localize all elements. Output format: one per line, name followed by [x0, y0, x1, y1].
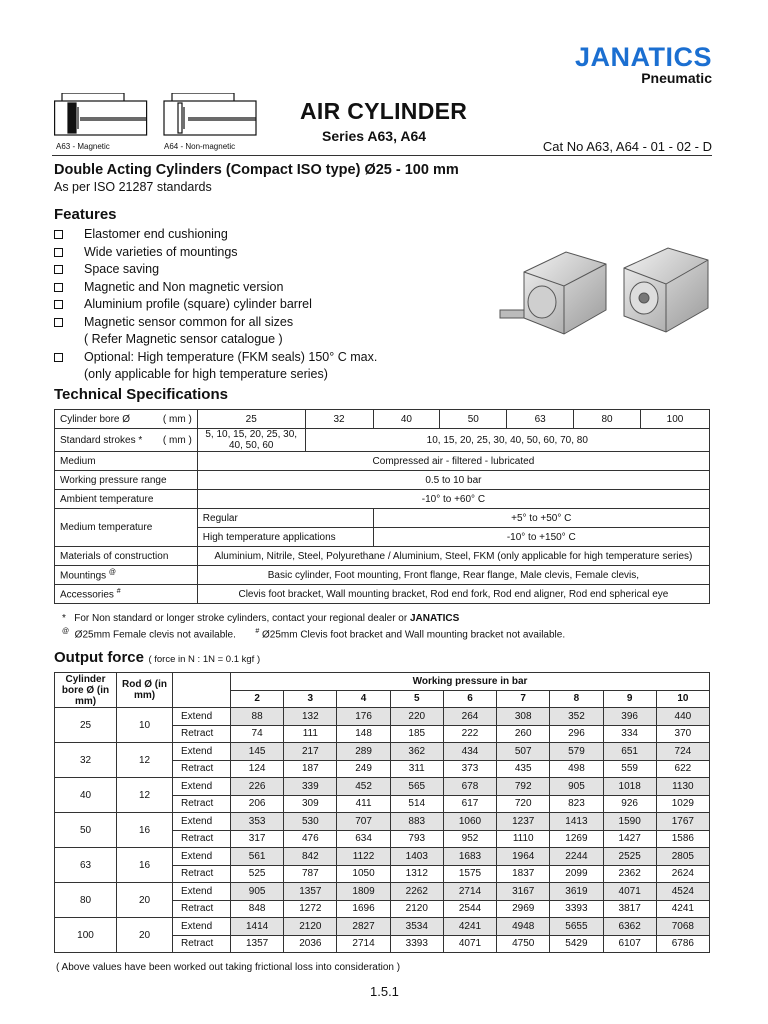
force-value: 308	[497, 708, 550, 726]
note-at: @ Ø25mm Female clevis not available. # Ø25mm Clevis foot bracket and Wall mounting bracket not available.	[62, 628, 566, 641]
brand-name: JANATICS	[574, 42, 712, 72]
force-value: 217	[284, 743, 337, 761]
page-title: AIR CYLINDER	[300, 98, 468, 124]
force-value: 3817	[603, 900, 656, 918]
retract-label: Retract	[173, 865, 231, 883]
force-value: 3393	[390, 935, 443, 953]
force-value: 396	[603, 708, 656, 726]
force-value: 187	[284, 760, 337, 778]
table-row	[55, 918, 710, 936]
force-value: 440	[656, 708, 709, 726]
page-number: 1.5.1	[370, 984, 399, 999]
output-force-heading: Output force ( force in N : 1N = 0.1 kgf )	[54, 649, 261, 666]
force-value: 220	[390, 708, 443, 726]
checkbox-icon	[54, 318, 63, 327]
force-value: 792	[497, 778, 550, 796]
bore-cell: 100	[55, 918, 117, 953]
list-item: Magnetic sensor common for all sizes	[54, 314, 377, 332]
force-value: 206	[231, 795, 284, 813]
table-row: Medium Compressed air - filtered - lubricated	[55, 452, 710, 471]
checkbox-icon	[54, 300, 63, 309]
force-value: 5655	[550, 918, 603, 936]
force-value: 2969	[497, 900, 550, 918]
force-value: 249	[337, 760, 390, 778]
output-force-table	[54, 672, 710, 953]
force-value: 1357	[284, 883, 337, 901]
force-value: 1837	[497, 865, 550, 883]
retract-label: Retract	[173, 725, 231, 743]
force-value: 2036	[284, 935, 337, 953]
force-value: 296	[550, 725, 603, 743]
force-value: 5429	[550, 935, 603, 953]
list-item: Optional: High temperature (FKM seals) 150° C max.	[54, 349, 377, 367]
features-list	[54, 226, 377, 384]
force-value: 411	[337, 795, 390, 813]
output-footnote: ( Above values have been worked out taking frictional loss into consideration )	[56, 962, 401, 973]
force-value: 787	[284, 865, 337, 883]
table-row	[55, 848, 710, 866]
force-value: 720	[497, 795, 550, 813]
force-value: 905	[231, 883, 284, 901]
force-value: 707	[337, 813, 390, 831]
table-row: Standard strokes * ( mm ) 5, 10, 15, 20, 25, 30, 40, 50, 60 10, 15, 20, 25, 30, 40, 50, 60, 70, 80	[55, 429, 710, 452]
symbol-caption-magnetic: A63 - Magnetic	[56, 142, 110, 151]
force-value: 2805	[656, 848, 709, 866]
table-row: Accessories # Clevis foot bracket, Wall mounting bracket, Rod end fork, Rod end aligner, Rod end spherical eye	[55, 585, 710, 604]
force-value: 823	[550, 795, 603, 813]
bore-cell: 63	[55, 848, 117, 883]
force-value: 1809	[337, 883, 390, 901]
force-value: 6362	[603, 918, 656, 936]
force-value: 1110	[497, 830, 550, 848]
force-value: 3167	[497, 883, 550, 901]
checkbox-icon	[54, 248, 63, 257]
retract-label: Retract	[173, 795, 231, 813]
list-item-continued: (only applicable for high temperature series)	[84, 367, 328, 381]
force-value: 3393	[550, 900, 603, 918]
force-value: 317	[231, 830, 284, 848]
force-value: 2362	[603, 865, 656, 883]
bore-cell: 32	[55, 743, 117, 778]
note-star: * For Non standard or longer stroke cylinders, contact your regional dealer or JANATICS	[62, 613, 460, 624]
force-value: 1272	[284, 900, 337, 918]
force-value: 952	[443, 830, 496, 848]
force-value: 2262	[390, 883, 443, 901]
force-value: 724	[656, 743, 709, 761]
tech-spec-heading: Technical Specifications	[54, 386, 228, 403]
list-item: Space saving	[54, 261, 377, 279]
force-value: 111	[284, 725, 337, 743]
force-value: 289	[337, 743, 390, 761]
force-value: 2827	[337, 918, 390, 936]
catalogue-number: Cat No A63, A64 - 01 - 02 - D	[542, 139, 712, 154]
force-value: 622	[656, 760, 709, 778]
force-value: 4071	[443, 935, 496, 953]
force-value: 3619	[550, 883, 603, 901]
rod-cell: 10	[117, 708, 173, 743]
force-value: 1050	[337, 865, 390, 883]
iso-standard: As per ISO 21287 standards	[54, 180, 212, 194]
force-value: 1575	[443, 865, 496, 883]
force-value: 309	[284, 795, 337, 813]
list-item: Aluminium profile (square) cylinder barrel	[54, 296, 377, 314]
extend-label: Extend	[173, 883, 231, 901]
table-row: Medium temperature Regular +5° to +50° C	[55, 509, 710, 528]
table-row: Ambient temperature -10° to +60° C	[55, 490, 710, 509]
force-value: 793	[390, 830, 443, 848]
force-value: 530	[284, 813, 337, 831]
brand-sub: Pneumatic	[641, 70, 712, 86]
bore-cell: 80	[55, 883, 117, 918]
force-value: 1767	[656, 813, 709, 831]
force-value: 678	[443, 778, 496, 796]
list-item: Elastomer end cushioning	[54, 226, 377, 244]
force-value: 498	[550, 760, 603, 778]
bore-cell: 40	[55, 778, 117, 813]
force-value: 260	[497, 725, 550, 743]
force-value: 2714	[443, 883, 496, 901]
force-value: 370	[656, 725, 709, 743]
force-value: 1060	[443, 813, 496, 831]
force-value: 176	[337, 708, 390, 726]
table-row	[55, 743, 710, 761]
force-value: 848	[231, 900, 284, 918]
retract-label: Retract	[173, 900, 231, 918]
force-value: 507	[497, 743, 550, 761]
rod-cell: 12	[117, 778, 173, 813]
retract-label: Retract	[173, 760, 231, 778]
force-value: 132	[284, 708, 337, 726]
table-row	[55, 813, 710, 831]
bore-cell: 25	[55, 708, 117, 743]
force-value: 145	[231, 743, 284, 761]
force-value: 1130	[656, 778, 709, 796]
extend-label: Extend	[173, 813, 231, 831]
force-value: 634	[337, 830, 390, 848]
extend-label: Extend	[173, 778, 231, 796]
force-value: 561	[231, 848, 284, 866]
table-header-row: Cylinder bore Ø (in mm) Rod Ø (in mm) Working pressure in bar	[55, 673, 710, 691]
rod-cell: 16	[117, 848, 173, 883]
force-value: 1018	[603, 778, 656, 796]
force-value: 353	[231, 813, 284, 831]
force-value: 4750	[497, 935, 550, 953]
force-value: 1413	[550, 813, 603, 831]
checkbox-icon	[54, 230, 63, 239]
force-value: 2099	[550, 865, 603, 883]
list-item: Wide varieties of mountings	[54, 244, 377, 262]
table-header-row: 2 3 4 5 6 7 8 9 10	[55, 690, 710, 708]
cylinder-symbol-icon	[54, 93, 274, 141]
force-value: 2544	[443, 900, 496, 918]
force-value: 3534	[390, 918, 443, 936]
list-item: Magnetic and Non magnetic version	[54, 279, 377, 297]
table-row: Mountings @ Basic cylinder, Foot mounting, Front flange, Rear flange, Male clevis, Female clevis,	[55, 566, 710, 585]
force-value: 525	[231, 865, 284, 883]
extend-label: Extend	[173, 743, 231, 761]
retract-label: Retract	[173, 935, 231, 953]
features-heading: Features	[54, 206, 117, 223]
list-item-continued: ( Refer Magnetic sensor catalogue )	[84, 332, 283, 346]
cylinder-symbols	[54, 93, 274, 151]
extend-label: Extend	[173, 918, 231, 936]
force-value: 148	[337, 725, 390, 743]
subtitle: Double Acting Cylinders (Compact ISO type) Ø25 - 100 mm	[54, 162, 459, 178]
table-row: High temperature applications -10° to +150° C	[55, 528, 710, 547]
extend-label: Extend	[173, 848, 231, 866]
force-value: 4948	[497, 918, 550, 936]
force-value: 339	[284, 778, 337, 796]
force-value: 334	[603, 725, 656, 743]
table-row: Working pressure range 0.5 to 10 bar	[55, 471, 710, 490]
force-value: 559	[603, 760, 656, 778]
force-value: 2624	[656, 865, 709, 883]
force-value: 311	[390, 760, 443, 778]
force-value: 435	[497, 760, 550, 778]
force-value: 222	[443, 725, 496, 743]
table-row: Materials of construction Aluminium, Nitrile, Steel, Polyurethane / Aluminium, Steel, FKM (only applicable for high temperature series)	[55, 547, 710, 566]
force-value: 1029	[656, 795, 709, 813]
force-value: 185	[390, 725, 443, 743]
table-row	[55, 883, 710, 901]
force-value: 4241	[656, 900, 709, 918]
symbol-caption-non-magnetic: A64 - Non-magnetic	[164, 142, 236, 151]
force-value: 1357	[231, 935, 284, 953]
force-value: 1590	[603, 813, 656, 831]
force-value: 2244	[550, 848, 603, 866]
bore-cell: 50	[55, 813, 117, 848]
brand-logo	[575, 44, 712, 86]
series: Series A63, A64	[322, 128, 427, 144]
force-value: 617	[443, 795, 496, 813]
force-value: 124	[231, 760, 284, 778]
rod-cell: 20	[117, 918, 173, 953]
rod-cell: 16	[117, 813, 173, 848]
force-value: 88	[231, 708, 284, 726]
force-value: 565	[390, 778, 443, 796]
force-value: 434	[443, 743, 496, 761]
force-value: 1269	[550, 830, 603, 848]
force-value: 4241	[443, 918, 496, 936]
force-value: 362	[390, 743, 443, 761]
force-value: 7068	[656, 918, 709, 936]
table-row	[55, 708, 710, 726]
force-value: 1237	[497, 813, 550, 831]
extend-label: Extend	[173, 708, 231, 726]
force-value: 352	[550, 708, 603, 726]
rod-cell: 20	[117, 883, 173, 918]
force-value: 1696	[337, 900, 390, 918]
force-value: 2120	[390, 900, 443, 918]
checkbox-icon	[54, 283, 63, 292]
force-value: 1683	[443, 848, 496, 866]
force-value: 1312	[390, 865, 443, 883]
checkbox-icon	[54, 353, 63, 362]
force-value: 1964	[497, 848, 550, 866]
force-value: 2714	[337, 935, 390, 953]
force-value: 74	[231, 725, 284, 743]
force-value: 926	[603, 795, 656, 813]
force-value: 476	[284, 830, 337, 848]
tech-spec-table	[54, 409, 710, 604]
table-row	[55, 778, 710, 796]
force-value: 1122	[337, 848, 390, 866]
force-value: 452	[337, 778, 390, 796]
spec-notes	[62, 612, 565, 641]
force-value: 6786	[656, 935, 709, 953]
force-value: 264	[443, 708, 496, 726]
force-value: 883	[390, 813, 443, 831]
force-value: 226	[231, 778, 284, 796]
force-value: 579	[550, 743, 603, 761]
force-value: 1427	[603, 830, 656, 848]
rod-cell: 12	[117, 743, 173, 778]
force-value: 2525	[603, 848, 656, 866]
checkbox-icon	[54, 265, 63, 274]
retract-label: Retract	[173, 830, 231, 848]
force-value: 1586	[656, 830, 709, 848]
force-value: 842	[284, 848, 337, 866]
header-divider	[52, 155, 712, 156]
product-photo	[496, 238, 718, 350]
force-value: 514	[390, 795, 443, 813]
force-value: 373	[443, 760, 496, 778]
force-value: 651	[603, 743, 656, 761]
force-value: 2120	[284, 918, 337, 936]
force-value: 4071	[603, 883, 656, 901]
force-value: 6107	[603, 935, 656, 953]
table-row: Cylinder bore Ø ( mm ) 25 32 40 50 63 80 100	[55, 410, 710, 429]
force-value: 4524	[656, 883, 709, 901]
force-value: 905	[550, 778, 603, 796]
force-value: 1414	[231, 918, 284, 936]
force-value: 1403	[390, 848, 443, 866]
